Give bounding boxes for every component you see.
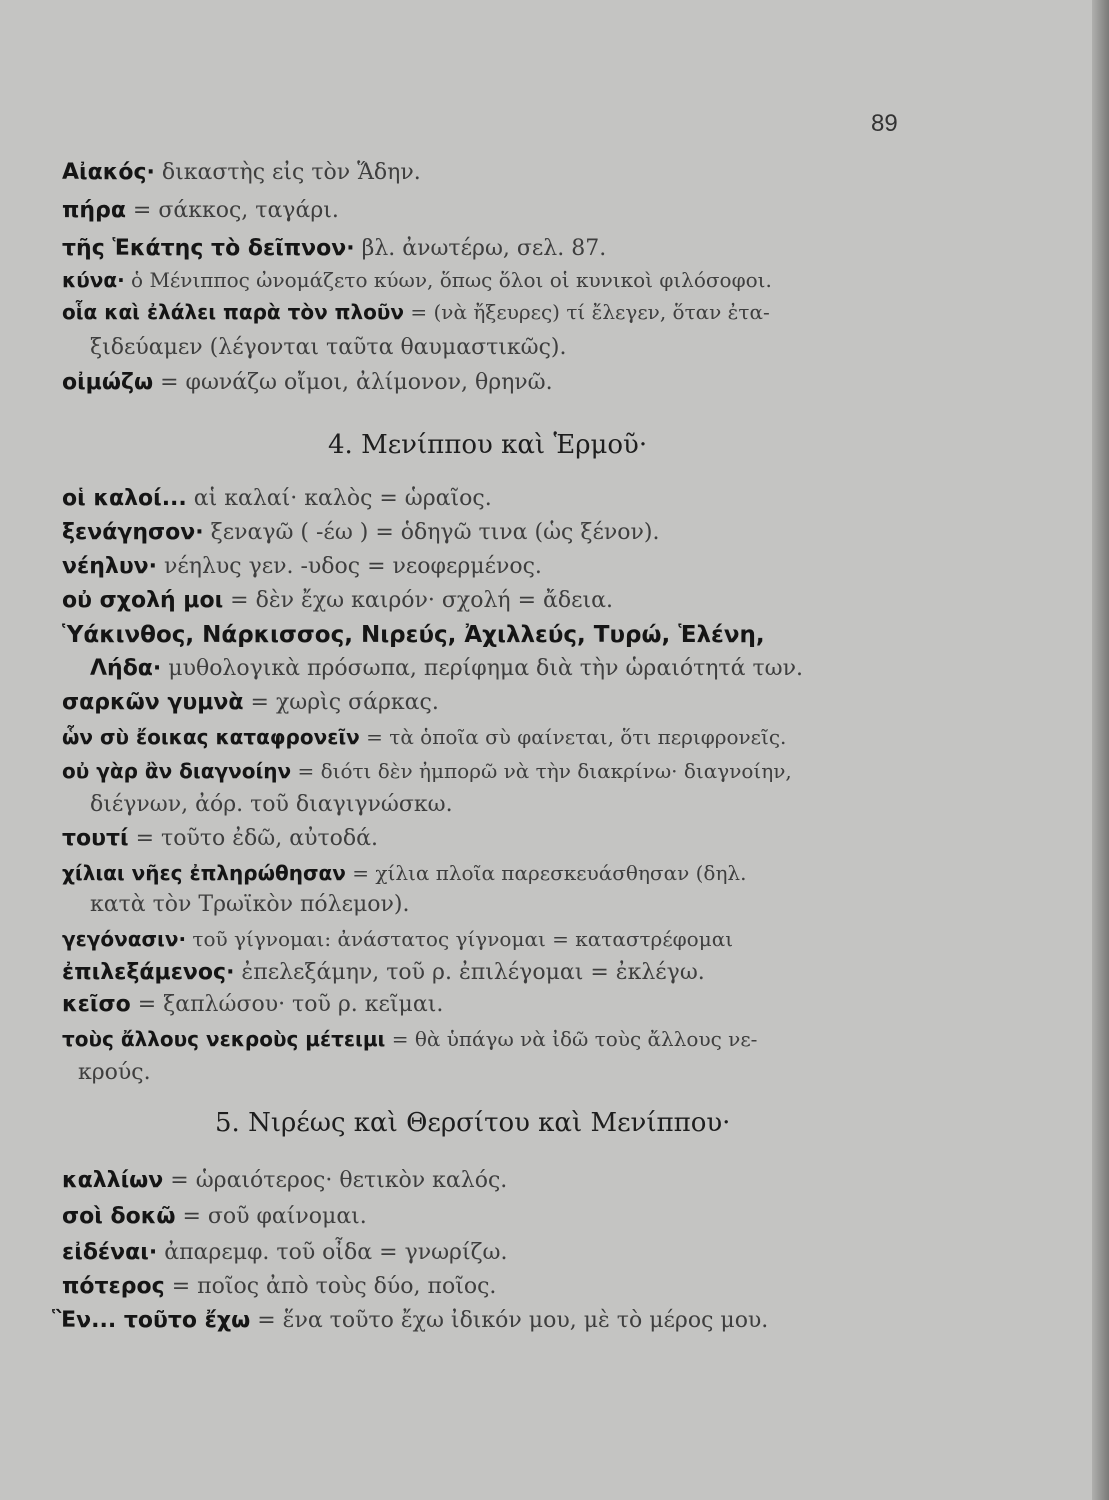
entry-term: Ἓν... τοῦτο ἔχω xyxy=(52,1308,251,1333)
entry-gloss: = διότι δὲν ἠμπορῶ νὰ τὴν διακρίνω· διαγνοίην, xyxy=(291,759,792,783)
page-number: 89 xyxy=(871,110,898,137)
entry-gloss: μυθολογικὰ πρόσωπα, περίφημα διὰ τὴν ὡραιότητά των. xyxy=(161,656,803,681)
glossary-entry xyxy=(62,1024,757,1054)
page-edge-shadow xyxy=(1092,0,1109,1500)
entry-gloss: ὁ Μένιππος ὠνομάζετο κύων, ὅπως ὅλοι οἱ κυνικοὶ φιλόσοφοι. xyxy=(124,268,772,292)
entry-term: καλλίων xyxy=(62,1168,164,1193)
glossary-entry xyxy=(62,620,765,651)
entry-gloss: = ξαπλώσου· τοῦ ρ. κεῖμαι. xyxy=(130,992,444,1017)
glossary-entry xyxy=(62,1272,496,1302)
glossary-entry xyxy=(62,518,659,548)
glossary-entry xyxy=(62,858,746,888)
entry-gloss: κρούς. xyxy=(78,1060,151,1085)
entry-gloss: αἱ καλαί· καλὸς = ὡραῖος. xyxy=(186,486,492,511)
glossary-entry xyxy=(62,265,772,295)
entry-term: σαρκῶν γυμνὰ xyxy=(62,690,244,715)
entry-term: ξενάγησον· xyxy=(62,520,204,545)
entry-term: κεῖσο xyxy=(62,992,131,1017)
glossary-entry xyxy=(62,484,492,514)
glossary-entry xyxy=(62,552,542,582)
glossary-entry xyxy=(62,1238,507,1268)
entry-gloss: νέηλυς γεν. -υδος = νεοφερμένος. xyxy=(157,554,542,579)
glossary-entry xyxy=(62,196,339,226)
entry-term: ἐπιλεξάμενος· xyxy=(62,960,235,985)
glossary-entry xyxy=(62,722,786,752)
glossary-entry-continuation xyxy=(90,790,453,820)
entry-gloss: ξεναγῶ ( -έω ) = ὁδηγῶ τινα (ὡς ξένον). xyxy=(203,520,660,545)
glossary-entry xyxy=(62,1166,507,1196)
entry-term: πήρα xyxy=(62,198,126,223)
entry-gloss: = δὲν ἔχω καιρόν· σχολή = ἄδεια. xyxy=(223,588,613,613)
glossary-entry xyxy=(52,1306,768,1336)
entry-gloss: δικαστὴς εἰς τὸν Ἅδην. xyxy=(154,160,421,185)
glossary-entry xyxy=(62,234,606,264)
glossary-entry xyxy=(62,756,792,786)
section-5-title: 5. Νιρέως καὶ Θερσίτου καὶ Μενίππου· xyxy=(215,1108,731,1138)
entry-term: οὐ γὰρ ἂν διαγνοίην xyxy=(62,759,292,783)
glossary-entry xyxy=(62,688,439,718)
section-4-title: 4. Μενίππου καὶ Ἑρμοῦ· xyxy=(328,430,648,460)
entry-gloss: ἐπελεξάμην, τοῦ ρ. ἐπιλέγομαι = ἐκλέγω. xyxy=(234,960,705,985)
glossary-entry-continuation xyxy=(78,1058,151,1088)
entry-gloss: ξιδεύαμεν (λέγονται ταῦτα θαυμαστικῶς). xyxy=(90,335,567,360)
entry-term: τουτί xyxy=(62,826,129,851)
entry-gloss: κατὰ τὸν Τρωϊκὸν πόλεμον). xyxy=(90,892,410,917)
glossary-entry xyxy=(62,1202,367,1232)
glossary-entry xyxy=(62,297,770,327)
entry-term: Ὑάκινθος, Νάρκισσος, Νιρεύς, Ἀχιλλεύς, Τυρώ, Ἑλένη, xyxy=(62,622,765,648)
entry-term: εἰδέναι· xyxy=(62,1240,158,1265)
entry-gloss: = ποῖος ἀπὸ τοὺς δύο, ποῖος. xyxy=(164,1274,497,1299)
glossary-entry xyxy=(62,824,378,854)
glossary-entry xyxy=(62,990,443,1020)
glossary-entry xyxy=(62,586,613,616)
entry-gloss: = τοῦτο ἐδῶ, αὐτοδά. xyxy=(128,826,378,851)
entry-gloss: βλ. ἀνωτέρω, σελ. 87. xyxy=(354,236,607,261)
entry-term: οἱ καλοί... xyxy=(62,486,187,511)
entry-term: κύνα· xyxy=(62,268,125,292)
entry-gloss: ἀπαρεμφ. τοῦ οἶδα = γνωρίζω. xyxy=(157,1240,508,1265)
glossary-entry xyxy=(90,654,803,684)
entry-gloss: = σάκκος, ταγάρι. xyxy=(125,198,339,223)
glossary-entry xyxy=(62,158,421,188)
entry-gloss: διέγνων, ἀόρ. τοῦ διαγιγνώσκω. xyxy=(90,792,453,817)
entry-term: σοὶ δοκῶ xyxy=(62,1204,176,1229)
entry-gloss: = φωνάζω οἴμοι, ἀλίμονον, θρηνῶ. xyxy=(153,370,553,395)
entry-term: ὧν σὺ ἔοικας καταφρονεῖν xyxy=(62,725,360,749)
entry-gloss: = χωρὶς σάρκας. xyxy=(243,690,439,715)
entry-gloss: = θὰ ὑπάγω νὰ ἰδῶ τοὺς ἄλλους νε- xyxy=(385,1027,758,1051)
glossary-entry-continuation xyxy=(90,333,566,363)
entry-term: γεγόνασιν· xyxy=(62,927,187,951)
entry-term: οἷα καὶ ἐλάλει παρὰ τὸν πλοῦν xyxy=(62,300,405,324)
entry-term: τοὺς ἄλλους νεκροὺς μέτειμι xyxy=(62,1027,386,1051)
entry-gloss: τοῦ γίγνομαι: ἀνάστατος γίγνομαι = καταστρέφομαι xyxy=(186,927,734,951)
glossary-entry xyxy=(62,958,705,988)
glossary-entry-continuation xyxy=(90,890,409,920)
entry-gloss: = χίλια πλοῖα παρεσκευάσθησαν (δηλ. xyxy=(345,861,747,885)
entry-term: οἰμώζω xyxy=(62,370,154,395)
entry-gloss: = ὡραιότερος· θετικὸν καλός. xyxy=(163,1168,508,1193)
entry-term: Λήδα· xyxy=(90,656,162,681)
entry-gloss: = ἕνα τοῦτο ἔχω ἰδικόν μου, μὲ τὸ μέρος μου. xyxy=(250,1308,769,1333)
entry-term: τῆς Ἑκάτης τὸ δεῖπνον· xyxy=(62,236,355,261)
entry-term: νέηλυν· xyxy=(62,554,158,579)
glossary-entry xyxy=(62,924,733,954)
entry-term: χίλιαι νῆες ἐπληρώθησαν xyxy=(62,861,346,885)
entry-term: Αἰακός· xyxy=(62,160,155,185)
entry-term: οὐ σχολή μοι xyxy=(62,588,224,613)
entry-gloss: = σοῦ φαίνομαι. xyxy=(175,1204,367,1229)
glossary-entry xyxy=(62,368,553,398)
entry-gloss: = (νὰ ἤξευρες) τί ἔλεγεν, ὅταν ἐτα- xyxy=(404,300,770,324)
entry-gloss: = τὰ ὁποῖα σὺ φαίνεται, ὅτι περιφρονεῖς. xyxy=(359,725,787,749)
entry-term: πότερος xyxy=(62,1274,165,1299)
